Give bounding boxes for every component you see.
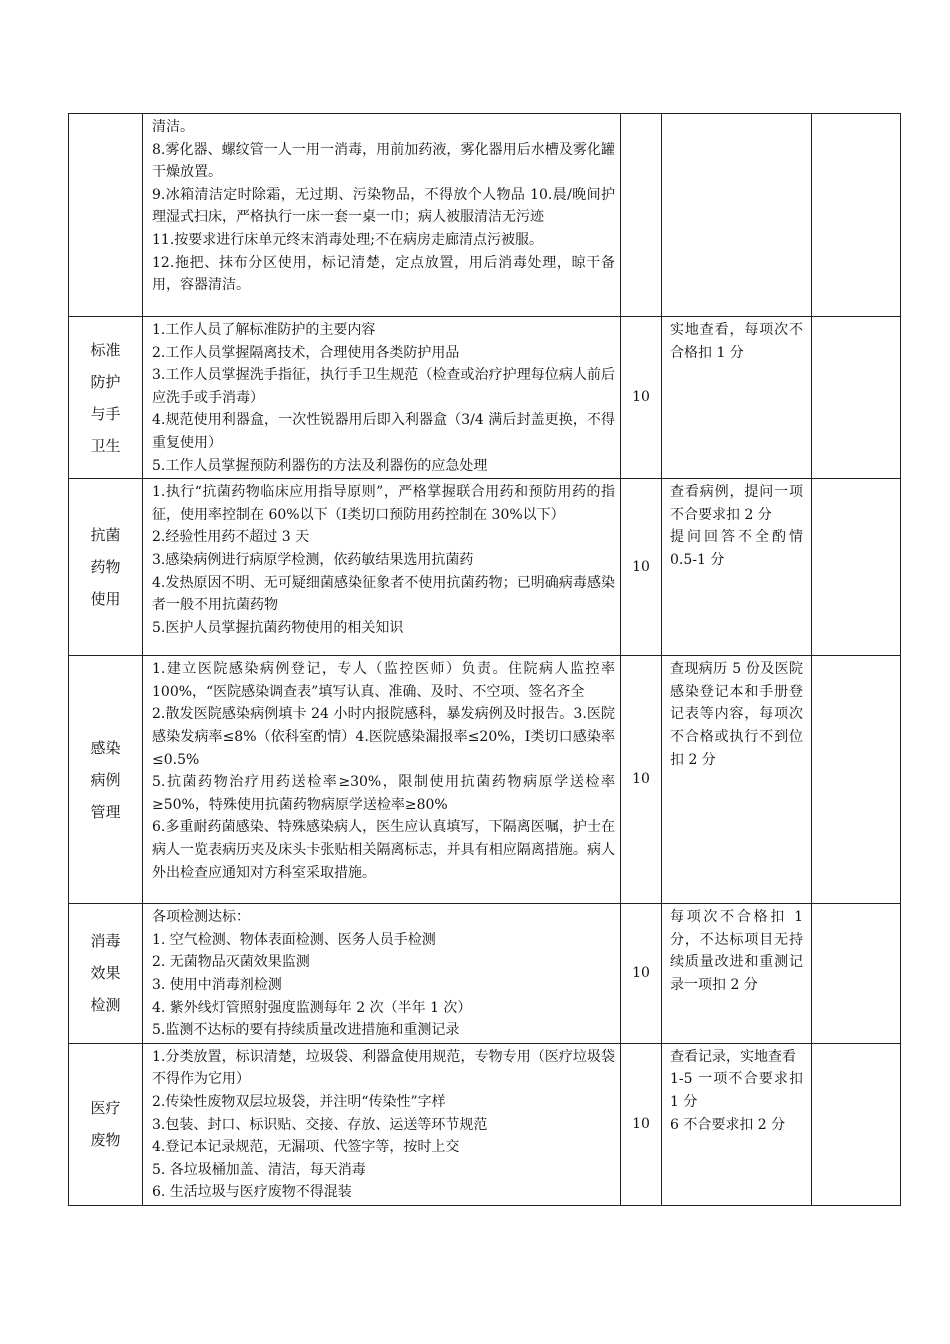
requirement-item: 5.医护人员掌握抗菌药物使用的相关知识 bbox=[152, 619, 404, 636]
category-label: 感染病例管理 bbox=[90, 738, 121, 821]
assessment-method-cell bbox=[662, 656, 812, 904]
requirement-cell bbox=[143, 114, 621, 317]
requirement-item: 12.拖把、抹布分区使用，标记清楚，定点放置，用后消毒处理，晾干备用，容器清洁。 bbox=[152, 254, 615, 294]
requirement-cell bbox=[143, 904, 621, 1044]
category-cell bbox=[69, 317, 143, 479]
requirement-item: 4.规范使用利器盒，一次性锐器用后即入利器盒（3/4 满后封盖更换，不得重复使用） bbox=[152, 412, 615, 451]
requirement-item: 3.感染病例进行病原学检测，依药敏结果选用抗菌药 bbox=[152, 551, 474, 568]
category-cell bbox=[69, 656, 143, 904]
assessment-method-text: 查现病历 5 份及医院感染登记本和手册登记表等内容，每项次不合格或执行不到位扣 2 分 bbox=[670, 661, 803, 768]
table-row bbox=[69, 904, 901, 1044]
requirement-item: 11.按要求进行床单元终末消毒处理;不在病房走廊清点污被服。 bbox=[152, 231, 543, 248]
assessment-method-cell bbox=[662, 1043, 812, 1205]
requirement-cell bbox=[143, 317, 621, 479]
requirement-cell bbox=[143, 479, 621, 656]
category-cell bbox=[69, 904, 143, 1044]
assessment-method-cell bbox=[662, 904, 812, 1044]
assessment-method-cell bbox=[662, 479, 812, 656]
infection-control-score-table bbox=[68, 113, 901, 1206]
requirement-item: 3. 使用中消毒剂检测 bbox=[152, 976, 282, 993]
deduction-cell bbox=[812, 114, 901, 317]
assessment-method-text: 每项次不合格扣 1 分，不达标项目无持续质量改进和重测记录一项扣 2 分 bbox=[670, 909, 803, 993]
requirement-item: 1.建立医院感染病例登记，专人（监控医师）负责。住院病人监控率 100%，“医院感染调查表”填写认真、准确、及时、不空项、签名齐全 bbox=[152, 661, 615, 700]
requirement-item: 1.分类放置，标识清楚，垃圾袋、利器盒使用规范，专物专用（医疗垃圾袋不得作为它用） bbox=[152, 1048, 615, 1088]
deduction-cell bbox=[812, 317, 901, 479]
assessment-method-text: 1-5 一项不合要求扣 1 分 bbox=[670, 1071, 803, 1110]
score-cell: 10 bbox=[621, 656, 662, 904]
requirement-item: 6. 生活垃圾与医疗废物不得混装 bbox=[152, 1184, 352, 1201]
assessment-method-text: 实地查看，每项次不合格扣 1 分 bbox=[670, 322, 803, 361]
requirement-item: 4.发热原因不明、无可疑细菌感染征象者不使用抗菌药物；已明确病毒感染者一般不用抗菌药物 bbox=[152, 574, 615, 614]
table-row bbox=[69, 114, 901, 317]
assessment-method-text: 提问回答不全酌情 0.5-1 分 bbox=[670, 529, 803, 568]
category-label: 标准防护与手卫生 bbox=[90, 340, 121, 455]
requirement-item: 1. 空气检测、物体表面检测、医务人员手检测 bbox=[152, 931, 436, 948]
deduction-cell bbox=[812, 904, 901, 1044]
requirement-item: 各项检测达标： bbox=[152, 909, 250, 926]
category-cell bbox=[69, 114, 143, 317]
assessment-method-text: 查看记录，实地查看 bbox=[670, 1048, 796, 1065]
requirement-item: 8.雾化器、螺纹管一人一用一消毒，用前加药液，雾化器用后水槽及雾化罐干燥放置。 bbox=[152, 141, 615, 181]
deduction-cell bbox=[812, 479, 901, 656]
requirement-item: 2.传染性废物双层垃圾袋，并注明“传染性”字样 bbox=[152, 1093, 446, 1110]
score-cell: 10 bbox=[621, 317, 662, 479]
deduction-cell bbox=[812, 1043, 901, 1205]
table-row bbox=[69, 317, 901, 479]
category-cell bbox=[69, 1043, 143, 1205]
requirement-item: 5.工作人员掌握预防利器伤的方法及利器伤的应急处理 bbox=[152, 457, 488, 474]
score-cell: 10 bbox=[621, 1043, 662, 1205]
table-row bbox=[69, 656, 901, 904]
requirement-item: 4.登记本记录规范，无漏项、代签字等，按时上交 bbox=[152, 1139, 460, 1156]
score-cell bbox=[621, 114, 662, 317]
requirement-cell bbox=[143, 656, 621, 904]
assessment-method-text: 查看病例，提问一项不合要求扣 2 分 bbox=[670, 484, 803, 523]
requirement-item: 2. 无菌物品灭菌效果监测 bbox=[152, 954, 310, 971]
category-cell bbox=[69, 479, 143, 656]
score-cell: 10 bbox=[621, 904, 662, 1044]
requirement-item: 1.工作人员了解标准防护的主要内容 bbox=[152, 322, 376, 338]
requirement-item: 4. 紫外线灯管照射强度监测每年 2 次（半年 1 次） bbox=[152, 999, 472, 1016]
requirement-item: 5.监测不达标的要有持续质量改进措施和重测记录 bbox=[152, 1022, 460, 1039]
category-label: 消毒效果检测 bbox=[90, 932, 121, 1015]
table-row bbox=[69, 479, 901, 656]
requirement-item: 3.包装、封口、标识贴、交接、存放、运送等环节规范 bbox=[152, 1116, 488, 1133]
assessment-method-cell bbox=[662, 317, 812, 479]
requirement-item: 6.多重耐药菌感染、特殊感染病人，医生应认真填写，下隔离医嘱，护士在病人一览表病历夹及床头卡张贴相关隔离标志，并具有相应隔离措施。病人外出检查应通知对方科室采取措施。 bbox=[152, 819, 615, 881]
requirement-item: 5. 各垃圾桶加盖、清洁，每天消毒 bbox=[152, 1161, 366, 1178]
requirement-item: 5.抗菌药物治疗用药送检率≥30%，限制使用抗菌药物病原学送检率≥50%，特殊使用抗菌药物病原学送检率≥80% bbox=[152, 774, 615, 813]
table-row bbox=[69, 1043, 901, 1205]
requirement-item: 2.散发医院感染病例填卡 24 小时内报院感科，暴发病例及时报告。3.医院感染发病率≤8%（依科室酌情）4.医院感染漏报率≤20%，Ⅰ类切口感染率≤0.5% bbox=[152, 706, 615, 768]
deduction-cell bbox=[812, 656, 901, 904]
requirement-item: 3.工作人员掌握洗手指征，执行手卫生规范（检查或治疗护理每位病人前后应洗手或手消毒） bbox=[152, 367, 615, 406]
requirement-item: 2.经验性用药不超过 3 天 bbox=[152, 529, 310, 546]
assessment-method-cell bbox=[662, 114, 812, 317]
category-label: 抗菌药物使用 bbox=[90, 526, 121, 609]
assessment-method-text: 6 不合要求扣 2 分 bbox=[670, 1116, 786, 1133]
category-label: 医疗废物 bbox=[90, 1099, 121, 1150]
requirement-item: 清洁。 bbox=[152, 119, 194, 135]
requirement-item: 2.工作人员掌握隔离技术，合理使用各类防护用品 bbox=[152, 344, 460, 361]
score-cell: 10 bbox=[621, 479, 662, 656]
requirement-cell bbox=[143, 1043, 621, 1205]
requirement-item: 1.执行“抗菌药物临床应用指导原则”，严格掌握联合用药和预防用药的指征，使用率控制在 60%以下（Ⅰ类切口预防用药控制在 30%以下） bbox=[152, 484, 615, 523]
requirement-item: 9.冰箱清洁定时除霜，无过期、污染物品，不得放个人物品 10.晨/晚间护理湿式扫床，严格执行一床一套一桌一巾；病人被服清洁无污迹 bbox=[152, 186, 615, 226]
